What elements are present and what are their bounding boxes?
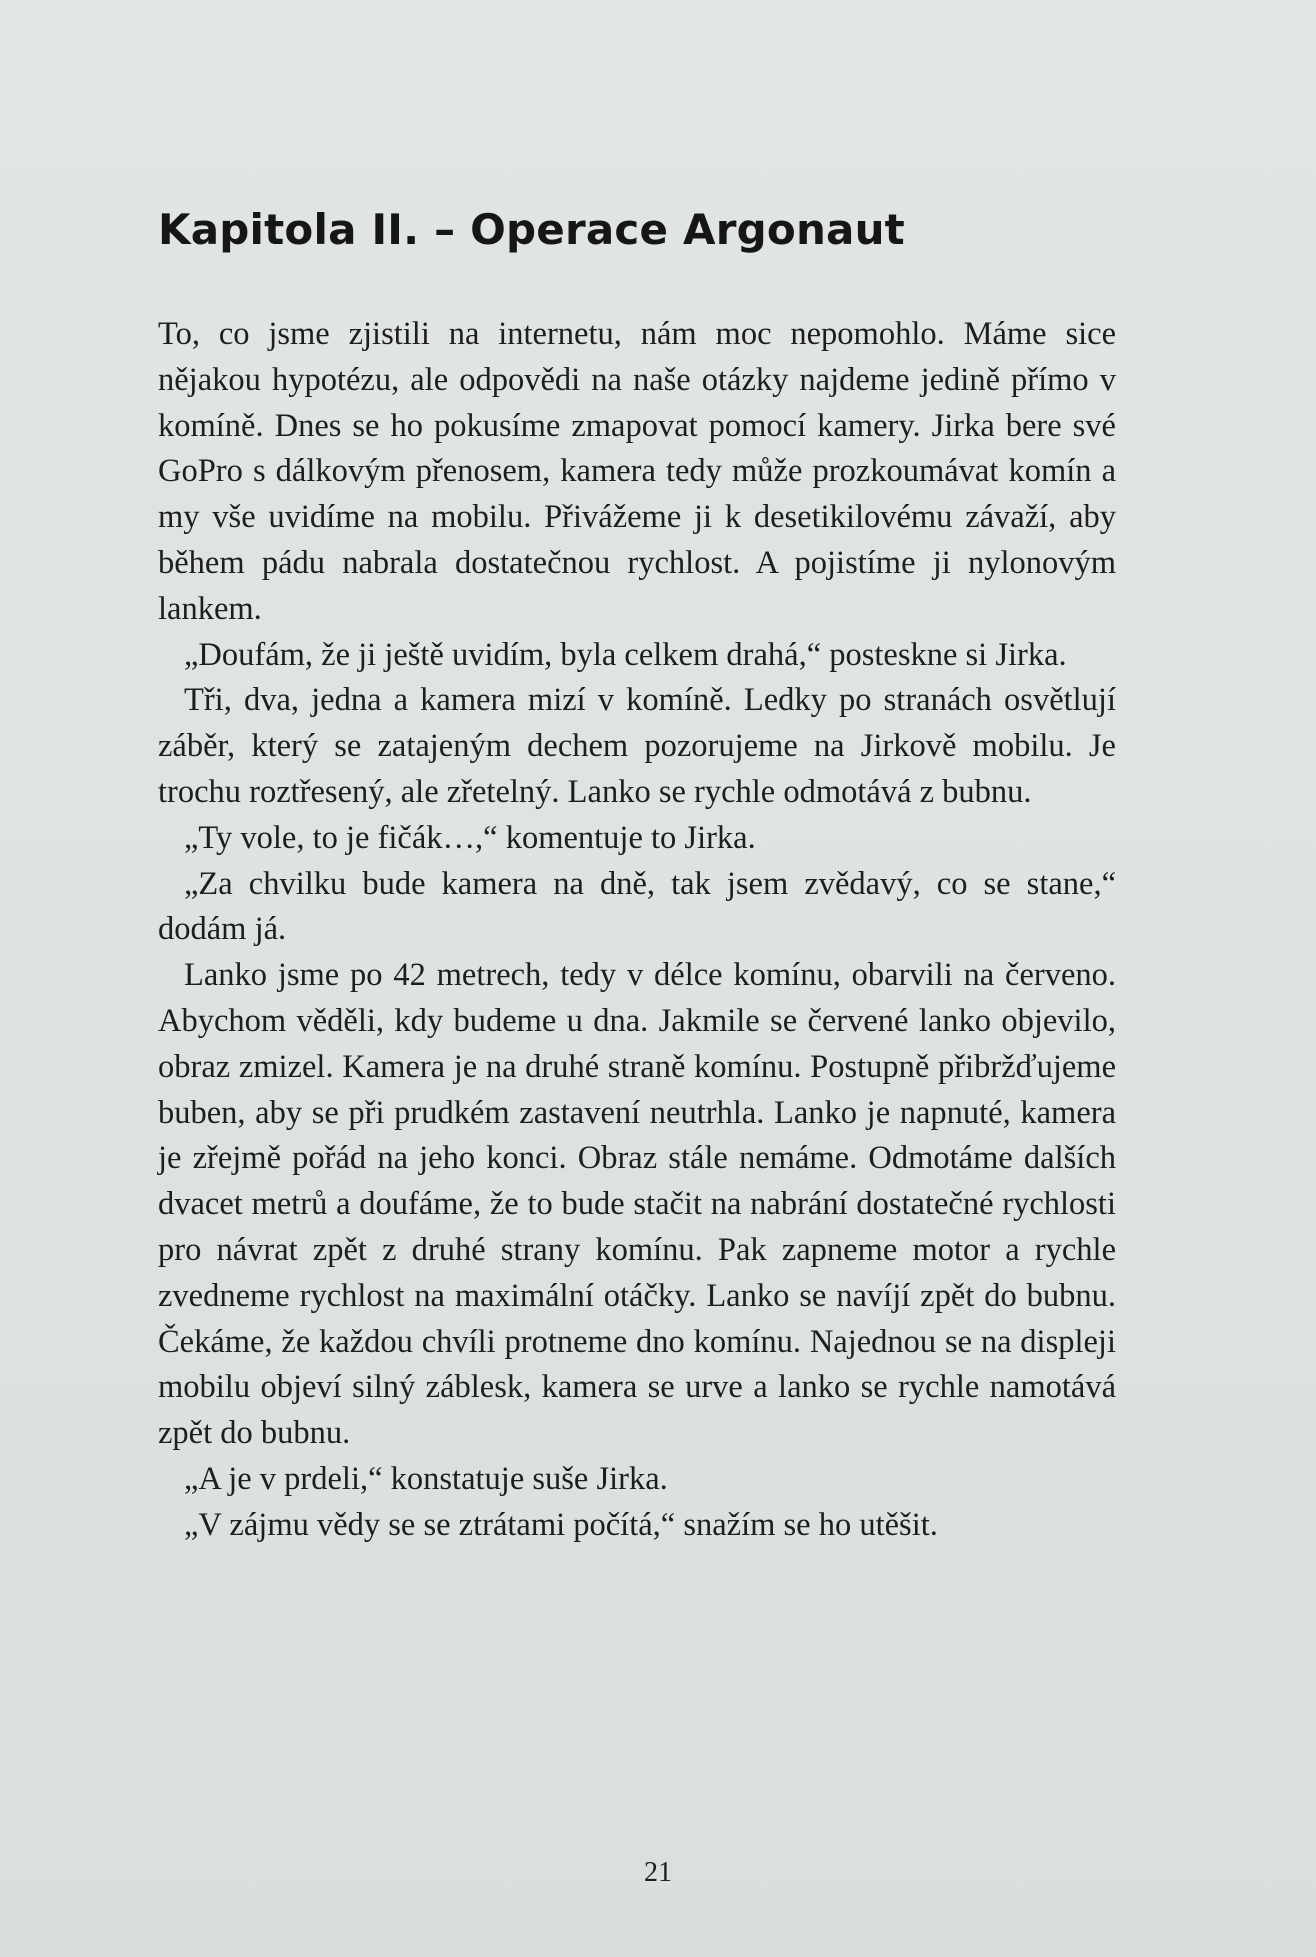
paragraph-8: „V zájmu vědy se se ztrátami počítá,“ snažím se ho utěšit. xyxy=(184,1506,938,1543)
paragraph-6: Lanko jsme po 42 metrech, tedy v délce komínu, obarvili na červeno. Abychom věděli, kdy budeme u dna. Jakmile se červené lanko objevilo, obraz zmizel. Kamera je na druhé straně komínu. Postupně přibržďujeme buben, aby se při prudkém zastavení neutrhla. Lanko je napnuté, kamera je zřejmě pořád na jeho konci. Obraz stále nemáme. Odmotáme dalších dvacet metrů a doufáme, že to bude stačit na nabrání dostatečné rychlosti pro návrat zpět z druhé strany komínu. Pak zapneme motor a rychle zvedneme rychlost na maximální otáčky. Lanko se navíjí zpět do bubnu. Čekáme, že každou chvíli protneme dno komínu. Najednou se na displeji mobilu objeví silný záblesk, kamera se urve a lanko se rychle namotává zpět do bubnu. xyxy=(158,957,1116,1452)
paragraph-1: To, co jsme zjistili na internetu, nám moc nepomohlo. Máme sice nějakou hypotézu, ale odpovědi na naše otázky najdeme jedině přímo v komíně. Dnes se ho pokusíme zmapovat pomocí kamery. Jirka bere své GoPro s dálkovým přenosem, kamera tedy může prozkoumávat komín a my vše uvidíme na mobilu. Přivážeme ji k desetikilovému závaží, aby během pádu nabrala dostatečnou rychlost. A pojistíme ji nylonovým lankem. xyxy=(158,316,1116,627)
paragraph-5: „Za chvilku bude kamera na dně, tak jsem zvědavý, co se stane,“ dodám já. xyxy=(158,865,1116,948)
chapter-title: Kapitola II. – Operace Argonaut xyxy=(158,205,905,254)
paragraph-2: „Doufám, že ji ještě uvidím, byla celkem drahá,“ posteskne si Jirka. xyxy=(184,636,1067,673)
page-number: 21 xyxy=(644,1857,672,1888)
paragraph-4: „Ty vole, to je fičák…,“ komentuje to Jirka. xyxy=(184,819,756,856)
chapter-body xyxy=(158,312,1116,1549)
paragraph-7: „A je v prdeli,“ konstatuje suše Jirka. xyxy=(184,1460,668,1497)
paragraph-3: Tři, dva, jedna a kamera mizí v komíně. Ledky po stranách osvětlují záběr, který se zatajeným dechem pozorujeme na Jirkově mobilu. Je trochu roztřesený, ale zřetelný. Lanko se rychle odmotává z bubnu. xyxy=(158,682,1116,810)
